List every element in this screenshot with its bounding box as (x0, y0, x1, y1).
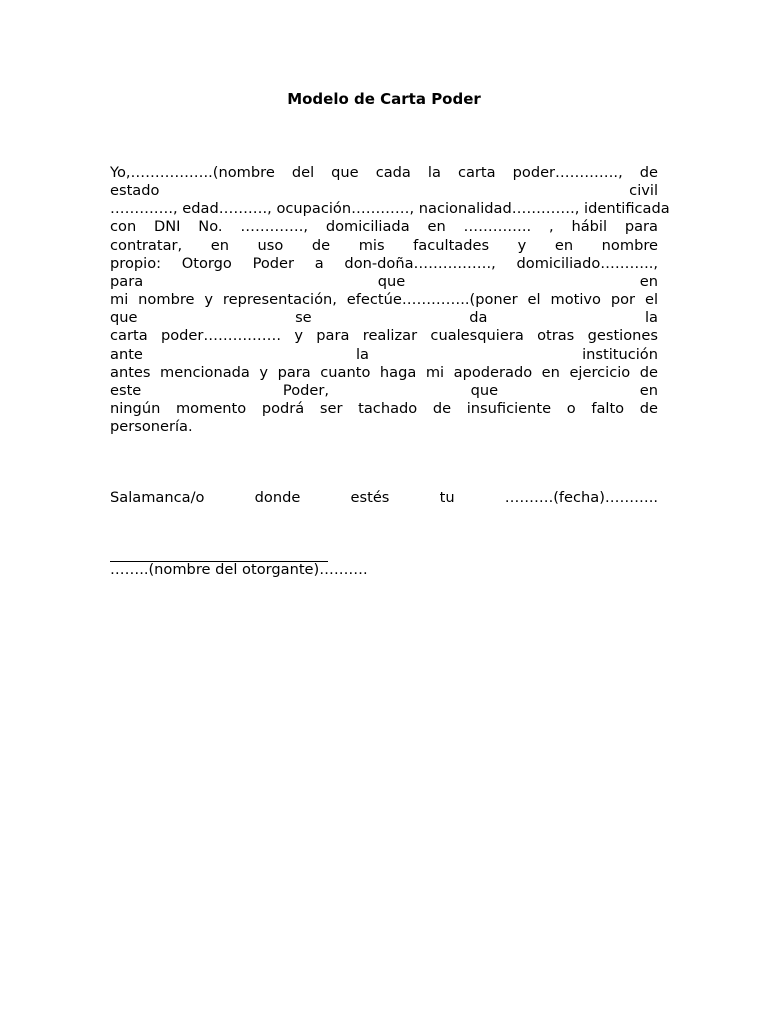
signature-name: ……..(nombre del otorgante)………. (110, 561, 368, 578)
body-line: ningún momento podrá ser tachado de insuficiente o falto de (110, 400, 658, 418)
body-line: que se da la (110, 309, 658, 327)
document-body (110, 164, 670, 436)
body-line: antes mencionada y para cuanto haga mi apoderado en ejercicio de (110, 363, 658, 381)
place-date-line: Salamanca/o donde estés tu ……….(fecha)……….. (110, 489, 658, 506)
body-line: contratar, en uso de mis facultades y en nombre (110, 236, 658, 254)
body-line: este Poder, que en (110, 381, 658, 399)
body-line: …………., edad………., ocupación…………, nacionalidad…………., identificada (110, 200, 670, 218)
body-line: mi nombre y representación, efectúe…………..(poner el motivo por el (110, 291, 658, 309)
body-line: ante la institución (110, 345, 658, 363)
body-line: para que en (110, 272, 658, 290)
body-line: personería. (110, 418, 193, 436)
document-title: Modelo de Carta Poder (287, 90, 481, 108)
body-line: carta poder……………. y para realizar cualesquiera otras gestiones (110, 327, 658, 345)
body-line: estado civil (110, 182, 658, 200)
body-line: propio: Otorgo Poder a don-doña……………., domiciliado……….., (110, 254, 658, 272)
body-line: con DNI No. …………., domiciliada en ………….. , hábil para (110, 218, 658, 236)
body-line: Yo,……………..(nombre del que cada la carta poder…………., de (110, 164, 658, 181)
